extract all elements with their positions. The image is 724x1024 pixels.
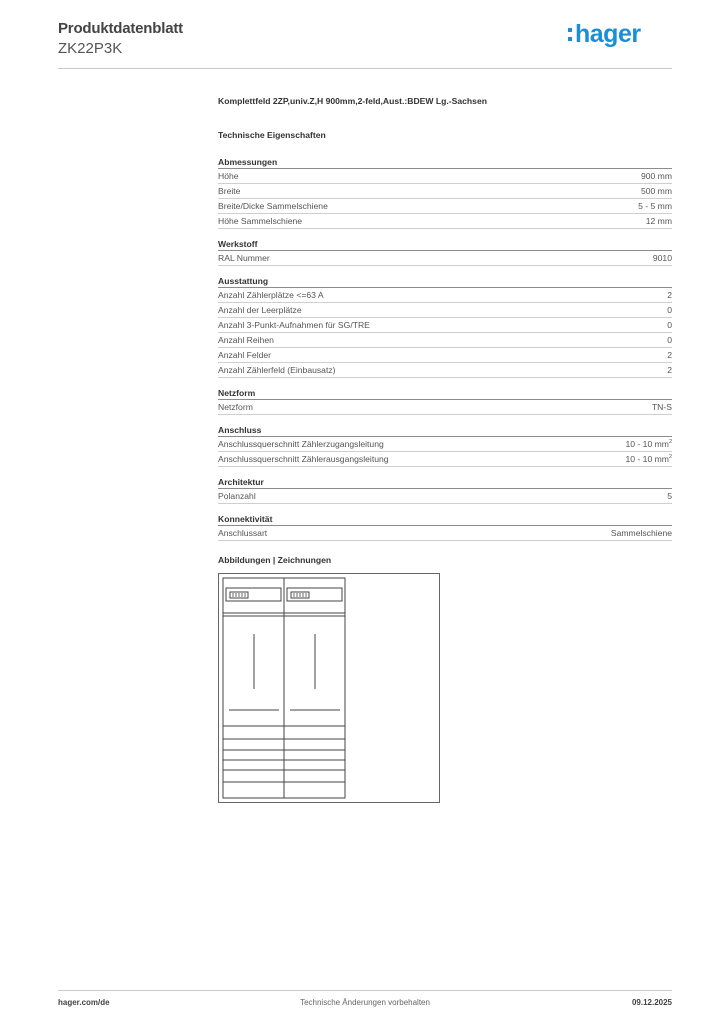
property-row: [218, 437, 672, 452]
property-label: Höhe Sammelschiene: [218, 216, 303, 226]
property-group: [218, 238, 672, 266]
property-label: Breite/Dicke Sammelschiene: [218, 201, 328, 211]
figures-heading: Abbildungen | Zeichnungen: [218, 555, 332, 565]
footer-date: 09.12.2025: [631, 998, 672, 1007]
property-value: [667, 333, 672, 347]
property-group: [218, 387, 672, 415]
property-value: [611, 526, 672, 540]
property-row: [218, 169, 672, 184]
property-label: Breite: [218, 186, 241, 196]
property-value-text: 0: [667, 305, 672, 315]
property-row: [218, 489, 672, 504]
property-row: [218, 214, 672, 229]
property-label: Anzahl 3-Punkt-Aufnahmen für SG/TRE: [218, 320, 370, 330]
property-group: [218, 476, 672, 504]
property-value: [653, 251, 672, 265]
property-row: [218, 400, 672, 415]
property-label: Anzahl Zählerfeld (Einbausatz): [218, 365, 336, 375]
group-title: Werkstoff: [218, 238, 672, 251]
property-label: Anzahl Zählerplätze <=63 A: [218, 290, 324, 300]
property-value: [667, 318, 672, 332]
group-title: Netzform: [218, 387, 672, 400]
property-value-text: 10 - 10 mm: [625, 439, 669, 449]
unit-superscript: 2: [668, 454, 672, 461]
property-label: Anschlussquerschnitt Zählerausgangsleitung: [218, 454, 389, 464]
hager-logo: [566, 16, 658, 52]
property-value: [625, 452, 672, 466]
property-value-text: 5 - 5 mm: [638, 201, 672, 211]
property-label: Höhe: [218, 171, 239, 181]
property-row: [218, 303, 672, 318]
property-group: [218, 156, 672, 229]
property-value: [667, 363, 672, 377]
group-title: Konnektivität: [218, 513, 672, 526]
group-title: Abmessungen: [218, 156, 672, 169]
cabinet-drawing-svg: [219, 574, 439, 802]
property-label: Anzahl Felder: [218, 350, 272, 360]
property-value: [667, 288, 672, 302]
main-content: [218, 96, 672, 803]
group-title: Anschluss: [218, 424, 672, 437]
header-divider: [58, 68, 672, 69]
property-group: [218, 513, 672, 541]
footer-divider: [58, 990, 672, 991]
property-row: [218, 251, 672, 266]
document-title: Produktdatenblatt: [58, 20, 183, 37]
property-value: [667, 489, 672, 503]
property-row: [218, 452, 672, 467]
property-row: [218, 333, 672, 348]
property-group: [218, 424, 672, 467]
property-label: Polanzahl: [218, 491, 256, 501]
property-value: [667, 303, 672, 317]
property-value-text: 2: [667, 290, 672, 300]
property-value-text: 0: [667, 320, 672, 330]
property-value-text: 5: [667, 491, 672, 501]
svg-text:hager: hager: [575, 20, 641, 48]
footer-website-link[interactable]: hager.com/de: [58, 998, 110, 1007]
property-value: [638, 199, 672, 213]
unit-superscript: 2: [668, 439, 672, 446]
group-title: Ausstattung: [218, 275, 672, 288]
property-row: [218, 184, 672, 199]
property-value-text: 9010: [652, 253, 672, 263]
property-value-text: 500 mm: [640, 186, 672, 196]
footer-disclaimer: Technische Änderungen vorbehalten: [300, 998, 430, 1007]
property-row: [218, 288, 672, 303]
property-row: [218, 526, 672, 541]
property-value-text: 0: [667, 335, 672, 345]
property-value: [641, 169, 672, 183]
tech-properties-heading: Technische Eigenschaften: [218, 130, 326, 140]
property-value: [652, 400, 672, 414]
property-row: [218, 318, 672, 333]
property-value: [667, 348, 672, 362]
document-header: [58, 20, 183, 57]
product-drawing: [218, 573, 440, 803]
property-label: Anschlussart: [218, 528, 268, 538]
property-value-text: 2: [667, 365, 672, 375]
property-row: [218, 199, 672, 214]
property-label: Anzahl der Leerplätze: [218, 305, 302, 315]
property-value: [641, 184, 672, 198]
property-value-text: 2: [667, 350, 672, 360]
property-label: Anzahl Reihen: [218, 335, 274, 345]
property-label: Anschlussquerschnitt Zählerzugangsleitung: [218, 439, 384, 449]
property-label: RAL Nummer: [218, 253, 270, 263]
property-value-text: 12 mm: [645, 216, 672, 226]
property-value: [646, 214, 672, 228]
property-value: [625, 437, 672, 451]
property-value-text: 10 - 10 mm: [625, 454, 669, 464]
property-row: [218, 348, 672, 363]
property-row: [218, 363, 672, 378]
property-value-text: TN-S: [651, 402, 672, 412]
property-value-text: 900 mm: [640, 171, 672, 181]
property-label: Netzform: [218, 402, 253, 412]
property-group: [218, 275, 672, 378]
property-value-text: Sammelschiene: [610, 528, 672, 538]
product-description: Komplettfeld 2ZP,univ.Z,H 900mm,2-feld,Aust.:BDEW Lg.-Sachsen: [218, 96, 487, 106]
group-title: Architektur: [218, 476, 672, 489]
property-groups: [218, 156, 672, 541]
product-code: ZK22P3K: [58, 40, 123, 57]
